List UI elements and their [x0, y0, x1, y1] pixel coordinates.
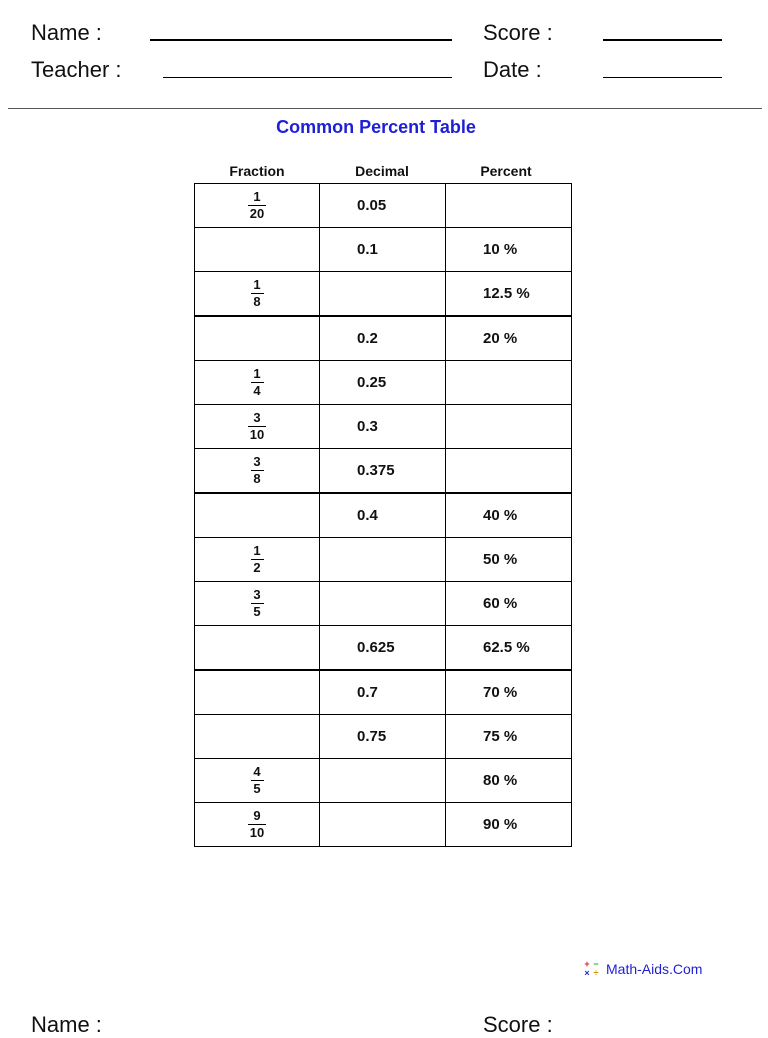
percent-cell: 20 % — [446, 316, 572, 361]
fraction-cell — [195, 582, 320, 626]
table-row — [195, 316, 572, 361]
decimal-cell[interactable] — [320, 272, 446, 317]
percent-cell: 10 % — [446, 228, 572, 272]
header-divider — [8, 108, 762, 109]
fraction-numerator: 9 — [253, 808, 261, 823]
fraction-numerator: 1 — [253, 366, 261, 381]
fraction-numerator: 3 — [253, 587, 261, 602]
fraction-numerator: 1 — [253, 189, 261, 204]
percent-cell: 12.5 % — [446, 272, 572, 317]
decimal-cell: 0.4 — [320, 493, 446, 538]
fraction-cell[interactable] — [195, 228, 320, 272]
decimal-cell[interactable] — [320, 582, 446, 626]
percent-cell: 50 % — [446, 538, 572, 582]
fraction — [251, 278, 264, 309]
date-label: Date : — [483, 57, 542, 82]
decimal-cell: 0.75 — [320, 715, 446, 759]
fraction-numerator: 1 — [253, 277, 261, 292]
logo-text: Math-Aids.Com — [606, 960, 703, 977]
decimal-cell[interactable] — [320, 538, 446, 582]
table-row — [195, 538, 572, 582]
fraction-denominator: 10 — [249, 825, 265, 840]
decimal-cell: 0.3 — [320, 405, 446, 449]
score-field-line[interactable] — [603, 39, 722, 41]
fraction — [248, 809, 266, 840]
fraction — [251, 455, 264, 486]
table-row — [195, 582, 572, 626]
score-label: Score : — [483, 20, 553, 45]
column-header-percent: Percent — [480, 163, 532, 179]
fraction-numerator: 4 — [253, 764, 261, 779]
table-row — [195, 759, 572, 803]
decimal-cell[interactable] — [320, 759, 446, 803]
percent-cell[interactable] — [446, 361, 572, 405]
table-row — [195, 626, 572, 671]
percent-cell: 80 % — [446, 759, 572, 803]
fraction-cell[interactable] — [195, 715, 320, 759]
decimal-cell: 0.625 — [320, 626, 446, 671]
fraction-cell — [195, 759, 320, 803]
percent-cell: 90 % — [446, 803, 572, 847]
table-row — [195, 493, 572, 538]
fraction-cell — [195, 405, 320, 449]
fraction-denominator: 20 — [249, 206, 265, 221]
footer-name-label: Name : — [31, 1012, 102, 1037]
fraction-cell — [195, 803, 320, 847]
fraction — [248, 411, 266, 442]
fraction-cell[interactable] — [195, 316, 320, 361]
fraction-cell[interactable] — [195, 493, 320, 538]
table-row — [195, 361, 572, 405]
percent-table — [194, 183, 572, 847]
fraction-denominator: 8 — [253, 294, 261, 309]
fraction-cell[interactable] — [195, 626, 320, 671]
fraction-cell — [195, 184, 320, 228]
footer-score-label: Score : — [483, 1012, 553, 1037]
table-row — [195, 670, 572, 715]
percent-cell[interactable] — [446, 449, 572, 494]
fraction — [251, 765, 264, 796]
decimal-cell: 0.2 — [320, 316, 446, 361]
math-operators-icon: + − × ÷ — [584, 959, 599, 978]
fraction-denominator: 5 — [253, 781, 261, 796]
fraction-denominator: 10 — [249, 427, 265, 442]
table-row — [195, 803, 572, 847]
percent-cell: 75 % — [446, 715, 572, 759]
decimal-cell[interactable] — [320, 803, 446, 847]
name-label: Name : — [31, 20, 102, 45]
fraction-cell — [195, 538, 320, 582]
percent-cell: 70 % — [446, 670, 572, 715]
percent-cell[interactable] — [446, 405, 572, 449]
fraction-numerator: 3 — [253, 410, 261, 425]
fraction-denominator: 4 — [253, 383, 261, 398]
table-row — [195, 715, 572, 759]
table-row — [195, 228, 572, 272]
fraction-cell — [195, 272, 320, 317]
teacher-field-line[interactable] — [163, 77, 452, 78]
fraction-cell[interactable] — [195, 670, 320, 715]
decimal-cell: 0.05 — [320, 184, 446, 228]
date-field-line[interactable] — [603, 77, 722, 78]
fraction — [248, 190, 266, 221]
percent-cell: 62.5 % — [446, 626, 572, 671]
decimal-cell: 0.1 — [320, 228, 446, 272]
fraction-numerator: 1 — [253, 543, 261, 558]
name-field-line[interactable] — [150, 39, 452, 41]
column-header-fraction: Fraction — [229, 163, 285, 179]
percent-cell: 40 % — [446, 493, 572, 538]
fraction — [251, 544, 264, 575]
fraction-numerator: 3 — [253, 454, 261, 469]
decimal-cell: 0.25 — [320, 361, 446, 405]
fraction — [251, 367, 264, 398]
percent-cell: 60 % — [446, 582, 572, 626]
column-header-decimal: Decimal — [355, 163, 409, 179]
fraction — [251, 588, 264, 619]
decimal-cell: 0.7 — [320, 670, 446, 715]
teacher-label: Teacher : — [31, 57, 122, 82]
table-row — [195, 405, 572, 449]
math-aids-logo[interactable] — [583, 960, 702, 977]
percent-cell[interactable] — [446, 184, 572, 228]
table-row — [195, 272, 572, 317]
table-row — [195, 449, 572, 494]
page-title: Common Percent Table — [276, 117, 476, 137]
fraction-denominator: 5 — [253, 604, 261, 619]
table-row — [195, 184, 572, 228]
fraction-denominator: 8 — [253, 471, 261, 486]
fraction-cell — [195, 361, 320, 405]
decimal-cell: 0.375 — [320, 449, 446, 494]
fraction-denominator: 2 — [253, 560, 261, 575]
fraction-cell — [195, 449, 320, 494]
